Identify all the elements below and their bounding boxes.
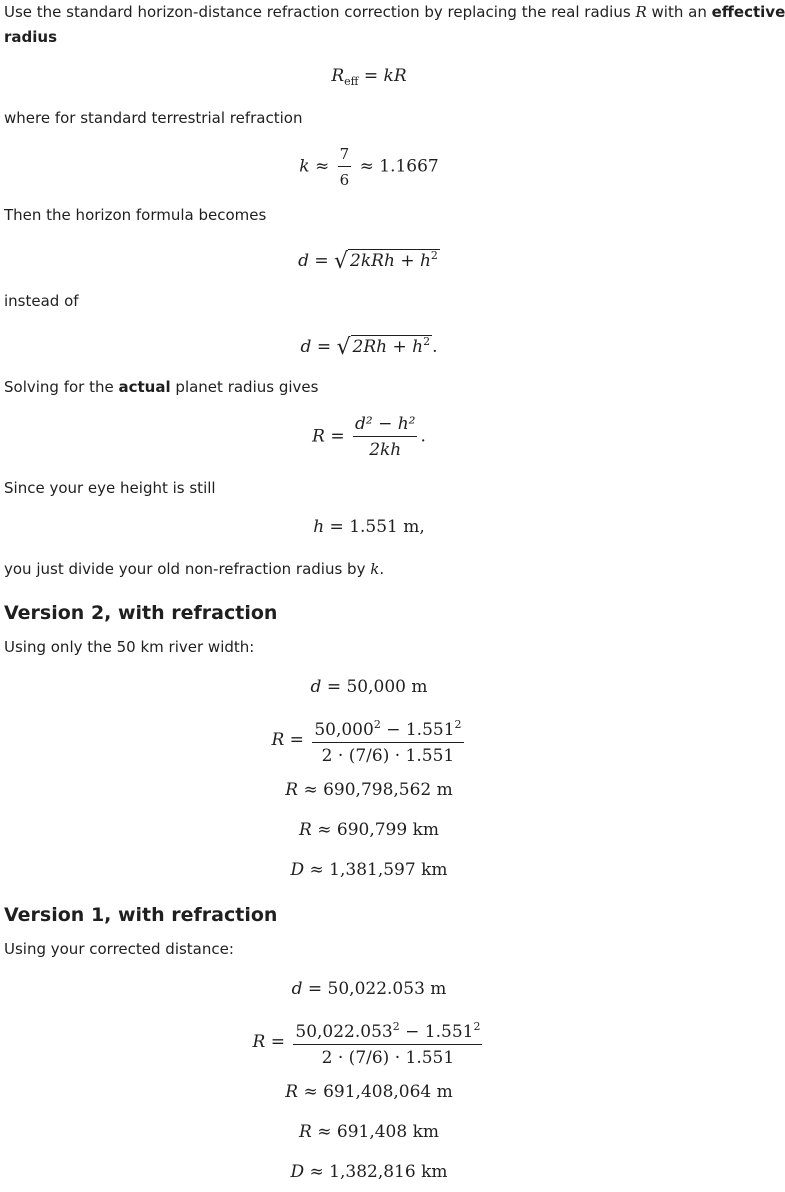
equation-R-solved — [0, 414, 738, 460]
k-den: 6 — [339, 171, 350, 189]
intro-var-R: R — [635, 3, 647, 21]
period: . — [432, 337, 438, 357]
square: 2 — [373, 718, 381, 731]
intro-text: Use the standard horizon-distance refraction correction by replacing the real radius — [4, 3, 631, 21]
v1-den: 2 · (7/6) · 1.551 — [321, 1048, 455, 1068]
v2-R-km: 690,799 km — [336, 820, 439, 840]
solving-bold-actual: actual — [118, 378, 171, 396]
v2-num-tail: − 1.551 — [380, 720, 455, 740]
v2-equation-R-m — [0, 778, 738, 802]
v1-num-tail: − 1.551 — [399, 1022, 474, 1042]
solving-text — [4, 377, 318, 397]
intro-text-mid: with an — [651, 3, 707, 21]
intro-line-2 — [4, 27, 57, 47]
eq-sign: = — [307, 979, 323, 999]
R-fraction — [353, 414, 418, 460]
v2-R-m: 690,798,562 m — [323, 780, 453, 800]
v2-equation-R — [0, 715, 738, 766]
sqrt-refraction: √ $2kRh + h^2$ — [334, 249, 438, 274]
equation-d-refraction — [0, 244, 738, 274]
exp: 2 — [423, 335, 431, 348]
R-num: d² − h² — [353, 414, 418, 437]
R-var: R — [252, 1032, 266, 1052]
v1-equation-D — [0, 1160, 738, 1184]
then-text: Then the horizon formula becomes — [4, 206, 267, 224]
k-var: k — [299, 156, 310, 177]
instead-text: instead of — [4, 292, 79, 310]
R-var: R — [285, 1082, 299, 1102]
approx-sign: ≈ — [309, 1162, 324, 1182]
equation-d-plain — [0, 330, 738, 360]
v1-equation-R-m — [0, 1080, 738, 1104]
radicand-plain: 2Rh + h — [352, 337, 424, 357]
equation-h — [0, 515, 738, 539]
k-approx: 1.1667 — [379, 156, 439, 177]
intro-bold-radius: radius — [4, 28, 58, 46]
R-var: R — [299, 1122, 312, 1142]
intro-bold-effective: effective — [711, 3, 785, 21]
eq-sign: = — [363, 66, 379, 86]
square: 2 — [454, 718, 462, 731]
eq-sign: = — [330, 426, 345, 447]
approx-sign: ≈ — [309, 860, 324, 880]
d-var: d — [291, 979, 303, 999]
v2-R-fraction — [312, 715, 463, 766]
v1-R-km: 691,408 km — [336, 1122, 439, 1142]
square: 2 — [473, 1020, 481, 1033]
D-var: D — [290, 860, 305, 880]
h-value: 1.551 m, — [349, 517, 425, 537]
v2-intro: Using only the 50 km river width: — [4, 638, 255, 656]
equation-k — [0, 144, 738, 190]
k-num: 7 — [338, 144, 352, 167]
d-lhs: d — [300, 337, 312, 357]
k-fraction — [338, 144, 352, 190]
eq-sign: = — [314, 251, 329, 271]
solving-post: planet radius gives — [175, 378, 319, 396]
where-text: where for standard terrestrial refraction — [4, 109, 303, 127]
R-var: R — [299, 820, 312, 840]
intro-line-1 — [4, 2, 785, 22]
reff-sub: eff — [344, 75, 359, 88]
h-var: h — [313, 517, 325, 537]
v2-num-base: 50,000 — [314, 720, 374, 740]
exp: 2 — [430, 249, 438, 262]
approx-sign: ≈ — [317, 1122, 332, 1142]
R-var: R — [271, 730, 285, 750]
approx-sign: ≈ — [303, 780, 318, 800]
period: . — [379, 560, 385, 578]
solving-pre: Solving for the — [4, 378, 114, 396]
eq-sign: = — [270, 1032, 285, 1052]
period: . — [420, 426, 426, 447]
v2-den: 2 · (7/6) · 1.551 — [321, 746, 455, 766]
v1-num-base: 50,022.053 — [295, 1022, 393, 1042]
v2-equation-d — [0, 675, 738, 699]
reff-rhs: kR — [383, 66, 407, 86]
v1-R-fraction — [293, 1017, 482, 1068]
divide-var-k: k — [370, 560, 380, 578]
v2-d-value: 50,000 m — [346, 677, 428, 697]
approx-sign: ≈ — [314, 156, 330, 177]
v1-R-m: 691,408,064 m — [323, 1082, 453, 1102]
approx-sign: ≈ — [317, 820, 332, 840]
equation-reff — [0, 64, 738, 94]
v2-equation-D — [0, 858, 738, 882]
radicand-refraction: 2kRh + h — [350, 251, 431, 271]
R-den: 2kh — [369, 440, 402, 460]
sqrt-plain: √ $2Rh + h^2$ — [336, 335, 431, 360]
eq-sign: = — [289, 730, 304, 750]
square: 2 — [392, 1020, 400, 1033]
eq-sign: = — [316, 337, 332, 357]
D-var: D — [290, 1162, 305, 1182]
v1-equation-R-km — [0, 1120, 738, 1144]
eq-sign: = — [326, 677, 342, 697]
R-var: R — [285, 780, 299, 800]
approx-sign: ≈ — [303, 1082, 318, 1102]
v1-equation-R — [0, 1017, 738, 1068]
approx-sign: ≈ — [359, 156, 374, 177]
d-var: d — [310, 677, 322, 697]
v2-equation-R-km — [0, 818, 738, 842]
reff-lhs: R — [331, 66, 345, 86]
d-lhs: d — [298, 251, 309, 271]
divide-pre: you just divide your old non-refraction radius by — [4, 560, 366, 578]
heading-version-1: Version 1, with refraction — [4, 904, 278, 926]
v2-D-km: 1,381,597 km — [329, 860, 448, 880]
v1-equation-d — [0, 977, 738, 1001]
since-text: Since your eye height is still — [4, 479, 216, 497]
heading-version-2: Version 2, with refraction — [4, 602, 278, 624]
v1-d-value: 50,022.053 m — [327, 979, 447, 999]
divide-text — [4, 559, 384, 579]
v1-intro: Using your corrected distance: — [4, 940, 234, 958]
eq-sign: = — [329, 517, 344, 537]
R-lhs: R — [312, 426, 325, 447]
v1-D-km: 1,382,816 km — [329, 1162, 448, 1182]
